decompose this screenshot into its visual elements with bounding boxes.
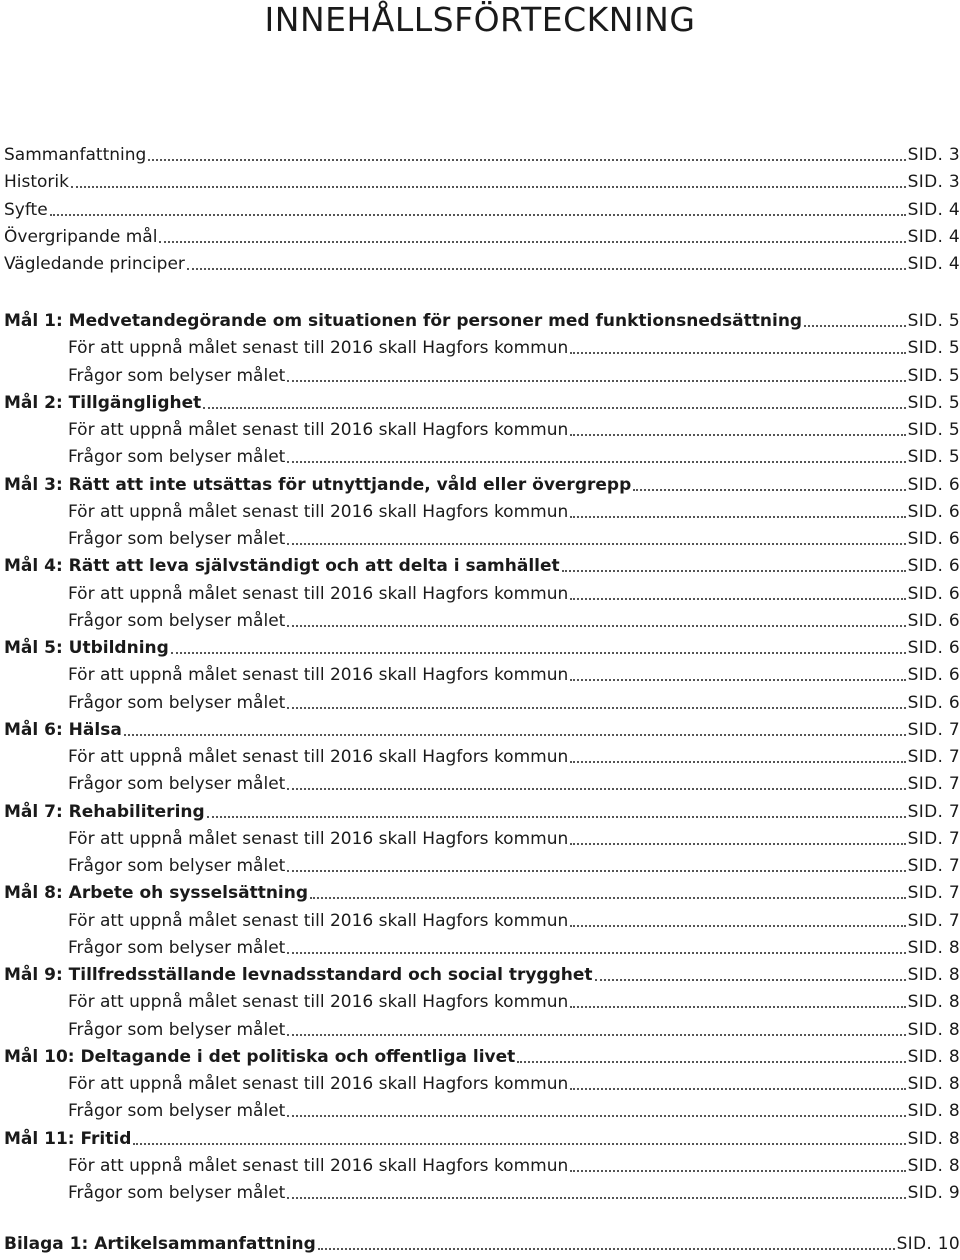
- toc-entry-label: För att uppnå målet senast till 2016 skall Hagfors kommun: [68, 501, 569, 522]
- toc-entry-label: Frågor som belyser målet: [68, 774, 286, 795]
- toc-entry[interactable]: [4, 1232, 960, 1256]
- toc-entry-label: Mål 3: Rätt att inte utsättas för utnyttjande, våld eller övergrepp: [4, 474, 632, 495]
- dot-leader: [50, 213, 906, 216]
- toc-subentry[interactable]: [68, 663, 960, 687]
- toc-page-number: SID. 7: [907, 910, 960, 931]
- toc-entry[interactable]: [4, 800, 960, 824]
- dot-leader: [570, 433, 905, 436]
- toc-page-number: SID. 6: [907, 556, 960, 577]
- dot-leader: [287, 951, 905, 954]
- dot-leader: [595, 978, 906, 981]
- toc-entry-label: Frågor som belyser målet: [68, 610, 286, 631]
- dot-leader: [287, 624, 905, 627]
- toc-page-number: SID. 7: [907, 774, 960, 795]
- toc-subentry[interactable]: [68, 691, 960, 715]
- toc-subentry[interactable]: [68, 909, 960, 933]
- toc-page-number: SID. 7: [907, 719, 960, 740]
- toc-entry-label: Mål 9: Tillfredsställande levnadsstandard och social trygghet: [4, 965, 593, 985]
- toc-page-number: SID. 8: [907, 1101, 960, 1122]
- toc-page-number: SID. 8: [907, 992, 960, 1013]
- dot-leader: [570, 760, 905, 763]
- toc-page-number: SID. 7: [907, 801, 960, 822]
- toc-entry-label: För att uppnå målet senast till 2016 skall Hagfors kommun: [68, 1155, 569, 1176]
- toc-page-number: SID. 7: [907, 747, 960, 767]
- dot-leader: [159, 240, 905, 243]
- dot-leader: [148, 158, 905, 161]
- toc-entry-label: Mål 7: Rehabilitering: [4, 801, 205, 822]
- dot-leader: [71, 185, 906, 188]
- toc-subentry[interactable]: [68, 1181, 960, 1205]
- dot-leader: [570, 1169, 905, 1172]
- toc-page-number: SID. 7: [907, 828, 960, 849]
- toc-subentry[interactable]: [68, 364, 960, 388]
- toc-entry-label: Mål 5: Utbildning: [4, 638, 169, 658]
- dot-leader: [570, 1087, 905, 1090]
- dot-leader: [318, 1247, 895, 1250]
- toc-entry-label: Frågor som belyser målet: [68, 1019, 286, 1040]
- dot-leader: [287, 869, 905, 872]
- toc-page-number: SID. 5: [907, 420, 960, 440]
- toc-page-number: SID. 7: [907, 856, 960, 876]
- toc-page-number: SID. 3: [907, 145, 960, 165]
- toc-entry[interactable]: [4, 718, 960, 742]
- toc-entry[interactable]: [4, 963, 960, 987]
- toc-subentry[interactable]: [68, 336, 960, 360]
- toc-subentry[interactable]: [68, 1154, 960, 1178]
- toc-page-number: SID. 6: [907, 474, 960, 495]
- toc-entry-label: För att uppnå målet senast till 2016 skall Hagfors kommun: [68, 583, 569, 604]
- dot-leader: [187, 267, 906, 270]
- toc-entry[interactable]: [4, 391, 960, 415]
- toc-page-number: SID. 6: [907, 638, 960, 658]
- toc-entry[interactable]: [4, 1045, 960, 1069]
- toc-entry[interactable]: [4, 309, 960, 333]
- toc-page-number: SID. 8: [907, 1128, 960, 1149]
- toc-entry-label: Historik: [4, 172, 69, 193]
- toc-entry-label: Mål 11: Fritid: [4, 1128, 132, 1149]
- toc-entry-label: Frågor som belyser målet: [68, 365, 286, 386]
- toc-subentry[interactable]: [68, 445, 960, 469]
- toc-entry-label: Vägledande principer: [4, 254, 185, 274]
- toc-subentry[interactable]: [68, 745, 960, 769]
- toc-entry-label: Frågor som belyser målet: [68, 692, 286, 713]
- dot-leader: [633, 488, 905, 491]
- toc-entry-label: Frågor som belyser målet: [68, 1101, 286, 1122]
- toc-subentry[interactable]: [68, 827, 960, 851]
- toc-subentry[interactable]: [68, 854, 960, 878]
- toc-page-number: SID. 5: [907, 447, 960, 468]
- dot-leader: [124, 733, 906, 736]
- toc-page-number: SID. 5: [907, 365, 960, 386]
- toc-entry-label: Frågor som belyser målet: [68, 529, 286, 549]
- toc-entry-label: Mål 8: Arbete oh sysselsättning: [4, 883, 309, 904]
- toc-subentry[interactable]: [68, 527, 960, 551]
- toc-entry-label: Frågor som belyser målet: [68, 447, 286, 468]
- toc-entry-label: Mål 1: Medvetandegörande om situationen för personer med funktionsnedsättning: [4, 311, 803, 331]
- dot-leader: [570, 924, 905, 927]
- dot-leader: [562, 569, 906, 572]
- toc-entry-label: Frågor som belyser målet: [68, 856, 286, 876]
- toc-subentry[interactable]: [68, 582, 960, 606]
- dot-leader: [133, 1142, 905, 1145]
- dot-leader: [310, 896, 906, 899]
- dot-leader: [570, 515, 905, 518]
- dot-leader: [287, 460, 905, 463]
- toc-subentry[interactable]: [68, 1099, 960, 1123]
- toc-entry-label: Mål 10: Deltagande i det politiska och offentliga livet: [4, 1046, 516, 1067]
- toc-page-number: SID. 6: [907, 501, 960, 522]
- toc-entry[interactable]: [4, 143, 960, 167]
- toc-page-number: SID. 8: [907, 937, 960, 958]
- toc-entry-label: För att uppnå målet senast till 2016 skall Hagfors kommun: [68, 1074, 569, 1094]
- toc-entry-label: Syfte: [4, 199, 48, 220]
- toc-page-number: SID. 6: [907, 610, 960, 631]
- toc-subentry[interactable]: [68, 500, 960, 524]
- toc-subentry[interactable]: [68, 990, 960, 1014]
- toc-page-number: SID. 9: [907, 1183, 960, 1203]
- toc-page-number: SID. 7: [907, 883, 960, 904]
- toc-entry-label: Mål 2: Tillgänglighet: [4, 392, 202, 413]
- toc-subentry[interactable]: [68, 418, 960, 442]
- dot-leader: [287, 379, 905, 382]
- dot-leader: [287, 787, 905, 790]
- toc-entry-label: För att uppnå målet senast till 2016 skall Hagfors kommun: [68, 420, 569, 440]
- toc-entry-label: För att uppnå målet senast till 2016 skall Hagfors kommun: [68, 828, 569, 849]
- dot-leader: [287, 1196, 905, 1199]
- toc-page-number: SID. 3: [907, 172, 960, 193]
- toc-entry-label: Bilaga 1: Artikelsammanfattning: [4, 1234, 316, 1254]
- toc-subentry[interactable]: [68, 772, 960, 796]
- toc-entry-label: Frågor som belyser målet: [68, 1183, 286, 1203]
- toc-entry-label: För att uppnå målet senast till 2016 skall Hagfors kommun: [68, 665, 569, 686]
- toc-page-number: SID. 4: [907, 199, 960, 220]
- toc-entry-label: Frågor som belyser målet: [68, 937, 286, 958]
- toc-page-number: SID. 10: [896, 1234, 960, 1254]
- dot-leader: [570, 842, 905, 845]
- toc-page-number: SID. 8: [907, 1074, 960, 1094]
- toc-entry-label: Sammanfattning: [4, 145, 147, 165]
- toc-page-number: SID. 8: [907, 1046, 960, 1067]
- toc-page-number: SID. 6: [907, 583, 960, 604]
- toc-page-number: SID. 8: [907, 965, 960, 985]
- toc-page-number: SID. 6: [907, 665, 960, 686]
- toc-entry[interactable]: [4, 636, 960, 660]
- toc-entry[interactable]: [4, 881, 960, 905]
- dot-leader: [203, 406, 905, 409]
- toc-page-number: SID. 5: [907, 392, 960, 413]
- toc-entry-label: Mål 6: Hälsa: [4, 719, 122, 740]
- toc-page-number: SID. 5: [907, 311, 960, 331]
- toc-entry[interactable]: [4, 1127, 960, 1151]
- toc-page-number: SID. 6: [907, 529, 960, 549]
- dot-leader: [804, 324, 906, 327]
- toc-entry[interactable]: [4, 225, 960, 249]
- dot-leader: [171, 651, 906, 654]
- toc-subentry[interactable]: [68, 1072, 960, 1096]
- toc-page-number: SID. 4: [907, 226, 960, 247]
- toc-entry[interactable]: [4, 198, 960, 222]
- toc-subentry[interactable]: [68, 609, 960, 633]
- toc-entry[interactable]: [4, 252, 960, 276]
- toc-entry[interactable]: [4, 170, 960, 194]
- toc-page-number: SID. 5: [907, 338, 960, 359]
- toc-entry-label: För att uppnå målet senast till 2016 skall Hagfors kommun: [68, 992, 569, 1013]
- toc-subentry[interactable]: [68, 1018, 960, 1042]
- dot-leader: [287, 1114, 905, 1117]
- toc-entry-label: För att uppnå målet senast till 2016 skall Hagfors kommun: [68, 910, 569, 931]
- toc-page-number: SID. 6: [907, 692, 960, 713]
- toc-entry-label: Mål 4: Rätt att leva självständigt och att delta i samhället: [4, 556, 560, 577]
- page-title: INNEHÅLLSFÖRTECKNING: [264, 0, 696, 39]
- toc-entry-label: Övergripande mål: [4, 226, 158, 247]
- dot-leader: [570, 597, 905, 600]
- toc-page-number: SID. 8: [907, 1155, 960, 1176]
- dot-leader: [287, 706, 905, 709]
- toc-entry[interactable]: [4, 554, 960, 578]
- toc-entry-label: För att uppnå målet senast till 2016 skall Hagfors kommun: [68, 747, 569, 767]
- toc-page-number: SID. 8: [907, 1019, 960, 1040]
- toc-entry[interactable]: [4, 473, 960, 497]
- dot-leader: [570, 1005, 905, 1008]
- toc-page-number: SID. 4: [907, 254, 960, 274]
- toc-subentry[interactable]: [68, 936, 960, 960]
- dot-leader: [287, 1033, 905, 1036]
- dot-leader: [570, 351, 905, 354]
- dot-leader: [517, 1060, 905, 1063]
- toc-entry-label: För att uppnå målet senast till 2016 skall Hagfors kommun: [68, 338, 569, 359]
- dot-leader: [570, 678, 905, 681]
- dot-leader: [207, 815, 906, 818]
- dot-leader: [287, 542, 905, 545]
